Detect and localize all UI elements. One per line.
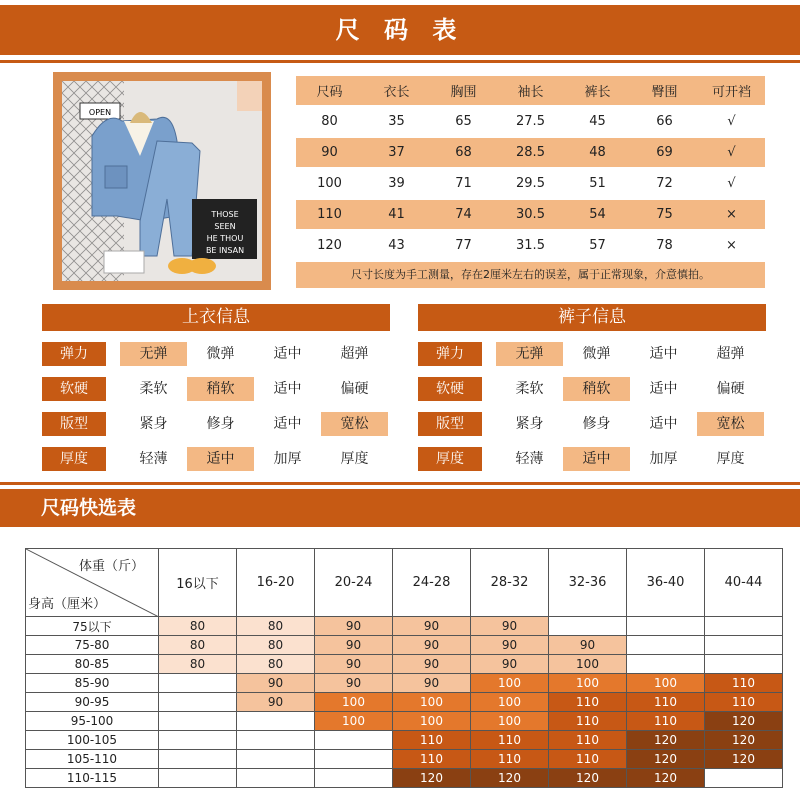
info-option: 适中 bbox=[649, 381, 678, 397]
info-option: 适中 bbox=[649, 346, 678, 362]
size-recommendation-cell: 90 bbox=[471, 655, 549, 674]
info-option: 微弹 bbox=[206, 346, 235, 362]
info-option: 宽松 bbox=[697, 412, 764, 436]
weight-header-cell: 20-24 bbox=[315, 549, 393, 617]
info-row bbox=[418, 377, 764, 401]
info-option: 微弹 bbox=[582, 346, 611, 362]
size-recommendation-cell bbox=[315, 731, 393, 750]
size-recommendation-cell: 90 bbox=[237, 693, 315, 712]
info-option: 柔软 bbox=[139, 381, 168, 397]
table-row bbox=[26, 731, 783, 750]
size-recommendation-cell: 100 bbox=[393, 693, 471, 712]
size-cell: × bbox=[698, 200, 765, 229]
table-corner-cell bbox=[26, 549, 159, 617]
height-axis-label: 身高（厘米） bbox=[28, 597, 107, 612]
size-cell: 39 bbox=[363, 169, 430, 198]
size-cell: 77 bbox=[430, 231, 497, 260]
size-recommendation-cell: 110 bbox=[393, 731, 471, 750]
height-label-cell: 105-110 bbox=[26, 750, 159, 769]
size-cell: 43 bbox=[363, 231, 430, 260]
info-option: 柔软 bbox=[515, 381, 544, 397]
weight-header-cell: 40-44 bbox=[705, 549, 783, 617]
size-cell: 71 bbox=[430, 169, 497, 198]
weight-header-cell: 24-28 bbox=[393, 549, 471, 617]
size-header-cell: 袖长 bbox=[497, 76, 564, 105]
size-recommendation-cell: 120 bbox=[705, 712, 783, 731]
size-recommendation-cell: 90 bbox=[471, 617, 549, 636]
size-header-cell: 臀围 bbox=[631, 76, 698, 105]
size-cell: 29.5 bbox=[497, 169, 564, 198]
table-row bbox=[26, 674, 783, 693]
info-option: 适中 bbox=[563, 447, 630, 471]
size-recommendation-cell bbox=[159, 769, 237, 788]
size-cell: × bbox=[698, 231, 765, 260]
size-cell: 30.5 bbox=[497, 200, 564, 229]
height-label-cell: 95-100 bbox=[26, 712, 159, 731]
size-cell: 66 bbox=[631, 107, 698, 136]
shirt-text-1: THOSE bbox=[211, 210, 239, 219]
info-option: 偏硬 bbox=[716, 381, 745, 397]
size-recommendation-cell bbox=[627, 617, 705, 636]
size-recommendation-cell bbox=[315, 769, 393, 788]
quick-table-title: 尺码快选表 bbox=[0, 489, 800, 527]
info-option: 适中 bbox=[273, 346, 302, 362]
size-recommendation-cell: 80 bbox=[159, 617, 237, 636]
info-row-label: 厚度 bbox=[418, 447, 482, 471]
section-divider bbox=[0, 482, 800, 485]
table-row bbox=[26, 655, 783, 674]
size-recommendation-cell bbox=[549, 617, 627, 636]
size-row bbox=[296, 169, 765, 198]
info-option: 适中 bbox=[273, 381, 302, 397]
table-row bbox=[26, 712, 783, 731]
table-row bbox=[26, 750, 783, 769]
size-recommendation-cell: 110 bbox=[549, 693, 627, 712]
size-recommendation-cell: 120 bbox=[549, 769, 627, 788]
size-recommendation-cell bbox=[705, 769, 783, 788]
size-recommendation-cell: 120 bbox=[627, 769, 705, 788]
size-recommendation-cell: 110 bbox=[549, 712, 627, 731]
quick-select-table bbox=[25, 548, 783, 788]
size-recommendation-cell: 120 bbox=[471, 769, 549, 788]
size-row bbox=[296, 107, 765, 136]
table-row bbox=[26, 769, 783, 788]
size-recommendation-cell: 100 bbox=[471, 693, 549, 712]
size-recommendation-cell: 90 bbox=[393, 674, 471, 693]
size-recommendation-cell bbox=[237, 712, 315, 731]
info-option: 紧身 bbox=[515, 416, 544, 432]
size-recommendation-cell: 90 bbox=[315, 674, 393, 693]
pants-info-title: 裤子信息 bbox=[418, 304, 766, 331]
size-recommendation-cell: 100 bbox=[315, 712, 393, 731]
open-sign-text: OPEN bbox=[88, 108, 112, 117]
size-cell: √ bbox=[698, 138, 765, 167]
size-cell: 100 bbox=[296, 169, 363, 198]
size-recommendation-cell: 90 bbox=[315, 655, 393, 674]
size-recommendation-cell: 90 bbox=[393, 617, 471, 636]
height-label-cell: 110-115 bbox=[26, 769, 159, 788]
size-recommendation-cell: 110 bbox=[549, 750, 627, 769]
size-recommendation-cell: 100 bbox=[471, 712, 549, 731]
table-row bbox=[26, 617, 783, 636]
info-option: 修身 bbox=[582, 416, 611, 432]
size-cell: 51 bbox=[564, 169, 631, 198]
info-option: 宽松 bbox=[321, 412, 388, 436]
size-cell: 80 bbox=[296, 107, 363, 136]
size-recommendation-cell bbox=[159, 750, 237, 769]
info-row-label: 版型 bbox=[42, 412, 106, 436]
info-option: 修身 bbox=[206, 416, 235, 432]
size-cell: √ bbox=[698, 107, 765, 136]
info-option: 加厚 bbox=[649, 451, 678, 467]
table-row bbox=[26, 693, 783, 712]
info-option: 无弹 bbox=[496, 342, 563, 366]
info-option: 加厚 bbox=[273, 451, 302, 467]
size-cell: √ bbox=[698, 169, 765, 198]
size-recommendation-cell: 90 bbox=[549, 636, 627, 655]
size-cell: 120 bbox=[296, 231, 363, 260]
size-recommendation-cell: 120 bbox=[705, 750, 783, 769]
height-label-cell: 90-95 bbox=[26, 693, 159, 712]
size-recommendation-cell bbox=[705, 636, 783, 655]
size-cell: 41 bbox=[363, 200, 430, 229]
info-row-label: 版型 bbox=[418, 412, 482, 436]
size-cell: 69 bbox=[631, 138, 698, 167]
size-recommendation-cell bbox=[315, 750, 393, 769]
size-row bbox=[296, 231, 765, 260]
size-header-row bbox=[296, 76, 765, 105]
shirt-text-2: SEEN bbox=[214, 222, 236, 231]
info-option: 稍软 bbox=[563, 377, 630, 401]
info-row bbox=[418, 412, 764, 436]
weight-header-cell: 28-32 bbox=[471, 549, 549, 617]
size-header-cell: 胸围 bbox=[430, 76, 497, 105]
size-recommendation-cell bbox=[237, 750, 315, 769]
info-option: 适中 bbox=[187, 447, 254, 471]
size-recommendation-cell: 110 bbox=[627, 693, 705, 712]
height-label-cell: 75以下 bbox=[26, 617, 159, 636]
size-recommendation-cell: 100 bbox=[471, 674, 549, 693]
size-recommendation-cell bbox=[159, 693, 237, 712]
size-header-cell: 衣长 bbox=[363, 76, 430, 105]
size-recommendation-cell: 90 bbox=[315, 636, 393, 655]
size-note: 尺寸长度为手工测量，存在2厘米左右的误差，属于正常现象，介意慎拍。 bbox=[296, 262, 765, 288]
info-option: 紧身 bbox=[139, 416, 168, 432]
info-option: 轻薄 bbox=[515, 451, 544, 467]
weight-axis-label: 体重（斤） bbox=[78, 559, 144, 574]
info-option: 适中 bbox=[273, 416, 302, 432]
info-option: 厚度 bbox=[340, 451, 369, 467]
height-label-cell: 100-105 bbox=[26, 731, 159, 750]
page-title: 尺 码 表 bbox=[0, 5, 800, 55]
size-cell: 74 bbox=[430, 200, 497, 229]
top-info-title: 上衣信息 bbox=[42, 304, 390, 331]
info-row-label: 厚度 bbox=[42, 447, 106, 471]
size-recommendation-cell: 80 bbox=[159, 636, 237, 655]
shirt-text-4: BE INSAN bbox=[205, 246, 245, 255]
size-table bbox=[296, 74, 765, 262]
size-recommendation-cell: 100 bbox=[627, 674, 705, 693]
table-row bbox=[26, 636, 783, 655]
size-cell: 31.5 bbox=[497, 231, 564, 260]
size-cell: 37 bbox=[363, 138, 430, 167]
info-row bbox=[42, 342, 388, 366]
weight-header-cell: 16-20 bbox=[237, 549, 315, 617]
size-cell: 90 bbox=[296, 138, 363, 167]
info-row-label: 软硬 bbox=[42, 377, 106, 401]
size-recommendation-cell: 90 bbox=[393, 655, 471, 674]
info-row bbox=[42, 412, 388, 436]
denim-outfit-image bbox=[62, 81, 262, 281]
size-cell: 54 bbox=[564, 200, 631, 229]
size-cell: 48 bbox=[564, 138, 631, 167]
info-option: 超弹 bbox=[340, 346, 369, 362]
size-recommendation-cell: 80 bbox=[159, 655, 237, 674]
weight-header-cell: 16以下 bbox=[159, 549, 237, 617]
size-recommendation-cell bbox=[159, 674, 237, 693]
size-recommendation-cell: 80 bbox=[237, 636, 315, 655]
info-row-label: 软硬 bbox=[418, 377, 482, 401]
product-photo bbox=[53, 72, 271, 290]
size-cell: 78 bbox=[631, 231, 698, 260]
size-recommendation-cell bbox=[705, 617, 783, 636]
info-option: 轻薄 bbox=[139, 451, 168, 467]
info-option: 偏硬 bbox=[340, 381, 369, 397]
size-header-cell: 裤长 bbox=[564, 76, 631, 105]
size-recommendation-cell: 120 bbox=[627, 750, 705, 769]
size-cell: 28.5 bbox=[497, 138, 564, 167]
size-recommendation-cell bbox=[159, 731, 237, 750]
size-recommendation-cell: 110 bbox=[471, 731, 549, 750]
size-cell: 57 bbox=[564, 231, 631, 260]
size-recommendation-cell: 100 bbox=[549, 674, 627, 693]
info-row bbox=[42, 377, 388, 401]
size-recommendation-cell bbox=[237, 731, 315, 750]
size-recommendation-cell: 90 bbox=[237, 674, 315, 693]
size-recommendation-cell: 110 bbox=[471, 750, 549, 769]
info-option: 稍软 bbox=[187, 377, 254, 401]
info-row bbox=[418, 342, 764, 366]
size-recommendation-cell: 80 bbox=[237, 655, 315, 674]
size-recommendation-cell: 110 bbox=[393, 750, 471, 769]
size-recommendation-cell: 90 bbox=[471, 636, 549, 655]
size-cell: 72 bbox=[631, 169, 698, 198]
size-recommendation-cell: 110 bbox=[705, 693, 783, 712]
size-recommendation-cell bbox=[627, 655, 705, 674]
info-row-label: 弹力 bbox=[418, 342, 482, 366]
size-recommendation-cell bbox=[159, 712, 237, 731]
info-option: 厚度 bbox=[716, 451, 745, 467]
info-option: 无弹 bbox=[120, 342, 187, 366]
height-label-cell: 85-90 bbox=[26, 674, 159, 693]
size-recommendation-cell: 80 bbox=[237, 617, 315, 636]
size-cell: 110 bbox=[296, 200, 363, 229]
size-cell: 65 bbox=[430, 107, 497, 136]
height-label-cell: 80-85 bbox=[26, 655, 159, 674]
size-recommendation-cell: 90 bbox=[315, 617, 393, 636]
size-header-cell: 可开裆 bbox=[698, 76, 765, 105]
info-row bbox=[418, 447, 764, 471]
shirt-text-3: HE THOU bbox=[206, 234, 244, 243]
title-divider bbox=[0, 60, 800, 63]
size-cell: 75 bbox=[631, 200, 698, 229]
size-recommendation-cell: 110 bbox=[549, 731, 627, 750]
size-recommendation-cell: 100 bbox=[549, 655, 627, 674]
size-recommendation-cell: 120 bbox=[705, 731, 783, 750]
size-recommendation-cell bbox=[237, 769, 315, 788]
size-cell: 45 bbox=[564, 107, 631, 136]
size-recommendation-cell bbox=[705, 655, 783, 674]
size-cell: 35 bbox=[363, 107, 430, 136]
size-recommendation-cell: 110 bbox=[627, 712, 705, 731]
weight-header-cell: 36-40 bbox=[627, 549, 705, 617]
size-header-cell: 尺码 bbox=[296, 76, 363, 105]
info-option: 超弹 bbox=[716, 346, 745, 362]
size-recommendation-cell: 120 bbox=[393, 769, 471, 788]
info-option: 适中 bbox=[649, 416, 678, 432]
size-recommendation-cell bbox=[627, 636, 705, 655]
info-row bbox=[42, 447, 388, 471]
size-recommendation-cell: 100 bbox=[393, 712, 471, 731]
size-row bbox=[296, 138, 765, 167]
size-recommendation-cell: 120 bbox=[627, 731, 705, 750]
size-recommendation-cell: 100 bbox=[315, 693, 393, 712]
height-label-cell: 75-80 bbox=[26, 636, 159, 655]
size-recommendation-cell: 110 bbox=[705, 674, 783, 693]
size-cell: 27.5 bbox=[497, 107, 564, 136]
info-row-label: 弹力 bbox=[42, 342, 106, 366]
size-recommendation-cell: 90 bbox=[393, 636, 471, 655]
weight-header-cell: 32-36 bbox=[549, 549, 627, 617]
size-cell: 68 bbox=[430, 138, 497, 167]
size-row bbox=[296, 200, 765, 229]
